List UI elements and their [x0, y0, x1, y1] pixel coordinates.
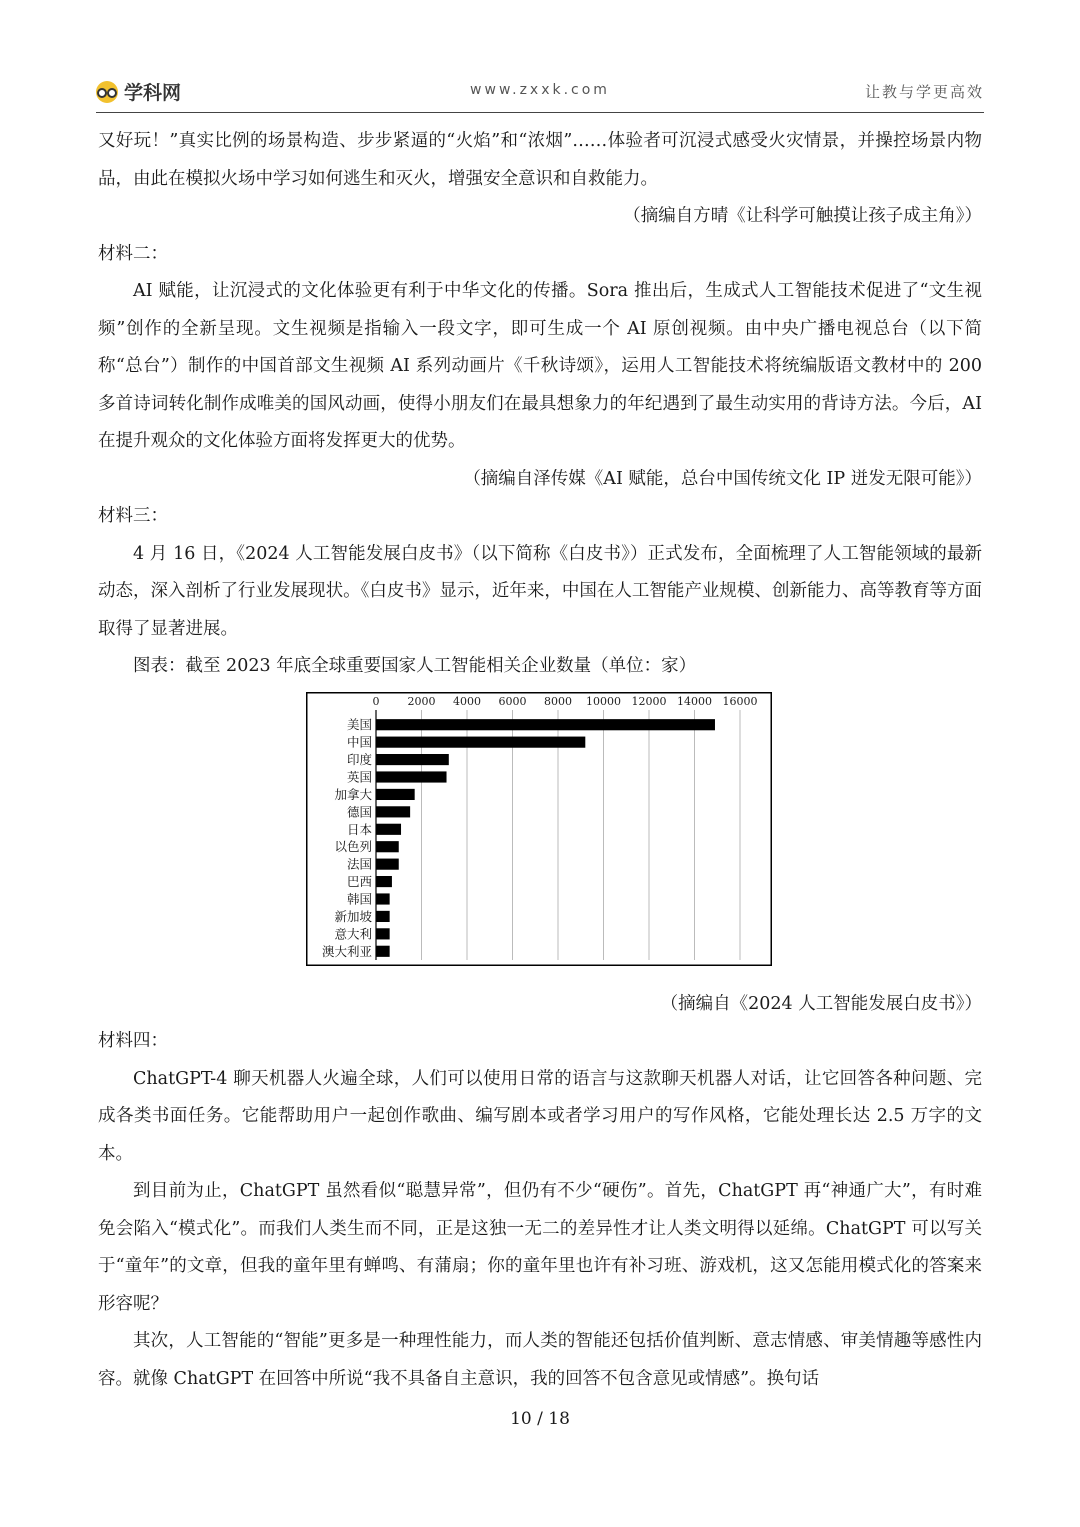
category-label: 新加坡 [334, 908, 372, 924]
page-header [96, 70, 984, 110]
bar [376, 858, 399, 869]
category-label: 以色列 [334, 838, 372, 854]
bar-chart-container [98, 692, 982, 976]
category-label: 法国 [346, 856, 372, 872]
category-label: 美国 [346, 716, 372, 732]
x-tick-label: 6000 [498, 694, 527, 708]
x-tick-label: 2000 [407, 694, 436, 708]
category-label: 中国 [346, 734, 372, 750]
material4-title: 材料四： [98, 1031, 168, 1051]
material3-source: （摘编自《2024 人工智能发展白皮书》） [660, 993, 982, 1014]
document-body [98, 123, 982, 1398]
intro-source: （摘编自方晴《让科学可触摸让孩子成主角》） [623, 206, 982, 226]
bar [376, 875, 392, 886]
bar [376, 928, 390, 939]
intro-paragraph: 又好玩！”真实比例的场景构造、步步紧逼的“火焰”和“浓烟”……体验者可沉浸式感受火灾情景，并操控场景内物品，由此在模拟火场中学习如何逃生和灭火，增强安全意识和自救能力。 [98, 131, 982, 189]
bar [376, 806, 410, 817]
category-label: 意大利 [334, 925, 372, 941]
x-tick-label: 4000 [453, 694, 481, 708]
header-divider [96, 112, 984, 113]
material3-paragraph: 4 月 16 日，《2024 人工智能发展白皮书》（以下简称《白皮书》）正式发布，全面梳理了人工智能领域的最新动态，深入剖析了行业发展现状。《白皮书》显示，近年来，中国在人工智能产业规模、创新能力、高等教育等方面取得了显著进展。 [98, 543, 982, 639]
bar [376, 823, 401, 834]
category-label: 德国 [346, 803, 372, 819]
bar [376, 736, 585, 747]
site-url: www.zxxk.com [470, 82, 610, 98]
bar [376, 788, 415, 799]
page-number: 10 / 18 [510, 1409, 570, 1429]
chart-caption: 图表：截至 2023 年底全球重要国家人工智能相关企业数量（单位：家） [133, 656, 697, 676]
x-tick-label: 12000 [631, 694, 667, 708]
material3-title: 材料三： [98, 506, 168, 526]
material2-source: （摘编自泽传媒《AI 赋能，总台中国传统文化 IP 迸发无限可能》） [463, 468, 982, 489]
x-tick-label: 8000 [544, 694, 572, 708]
category-label: 英国 [346, 769, 372, 784]
bar [376, 910, 390, 921]
category-label: 印度 [346, 751, 372, 767]
bar [376, 719, 715, 730]
x-tick-label: 0 [372, 694, 380, 708]
material4-paragraph-3: 其次，人工智能的“智能”更多是一种理性能力，而人类的智能还包括价值判断、意志情感、审美情趣等感性内容。就像 ChatGPT 在回答中所说“我不具备自主意识，我的回答不包含意见或情感”。换句话 [98, 1331, 982, 1389]
category-label: 澳大利亚 [321, 943, 372, 959]
slogan: 让教与学更高效 [864, 83, 984, 101]
logo-text: 学科网 [124, 82, 182, 104]
x-tick-label: 14000 [677, 694, 712, 708]
bar [376, 841, 399, 852]
material2-title: 材料二： [98, 243, 168, 264]
category-label: 日本 [346, 821, 372, 837]
material2-paragraph: AI 赋能，让沉浸式的文化体验更有利于中华文化的传播。Sora 推出后，生成式人工智能技术促进了“文生视频”创作的全新呈现。文生视频是指输入一段文字，即可生成一个 AI 原创视频。由中央广播电视总台（以下简称“总台”）制作的中国首部文生视频 AI 系列动画片《千秋诗颂》，运用人工智能技术将统编版语文教材中的 200 多首诗词转化制作成唯美的国风动画，使得小朋友们在最具想象力的年纪遇到了最生动实用的背诗方法。今后，AI 在提升观众的文化体验方面将发挥更大的优势。 [98, 281, 982, 451]
category-label: 加拿大 [334, 786, 372, 802]
bar [376, 771, 447, 782]
bar [376, 945, 390, 956]
material4-paragraph-2: 到目前为止，ChatGPT 虽然看似“聪慧异常”，但仍有不少“硬伤”。首先，ChatGPT 再“神通广大”，有时难免会陷入“模式化”。而我们人类生而不同，正是这独一无二的差异性才让人类文明得以延绵。ChatGPT 可以写关于“童年”的文章，但我的童年里有蝉鸣、有蒲扇；你的童年里也许有补习班、游戏机，这又怎能用模式化的答案来形容呢？ [98, 1181, 982, 1314]
category-label: 巴西 [346, 873, 372, 889]
bar-chart [306, 692, 772, 966]
bar [376, 893, 390, 904]
x-tick-label: 16000 [722, 694, 758, 708]
bar [376, 753, 449, 764]
material4-paragraph-1: ChatGPT-4 聊天机器人火遍全球，人们可以使用日常的语言与这款聊天机器人对话，让它回答各种问题、完成各类书面任务。它能帮助用户一起创作歌曲、编写剧本或者学习用户的写作风格，它能处理长达 2.5 万字的文本。 [98, 1068, 982, 1164]
category-label: 韩国 [346, 891, 372, 906]
x-tick-label: 10000 [586, 694, 621, 708]
